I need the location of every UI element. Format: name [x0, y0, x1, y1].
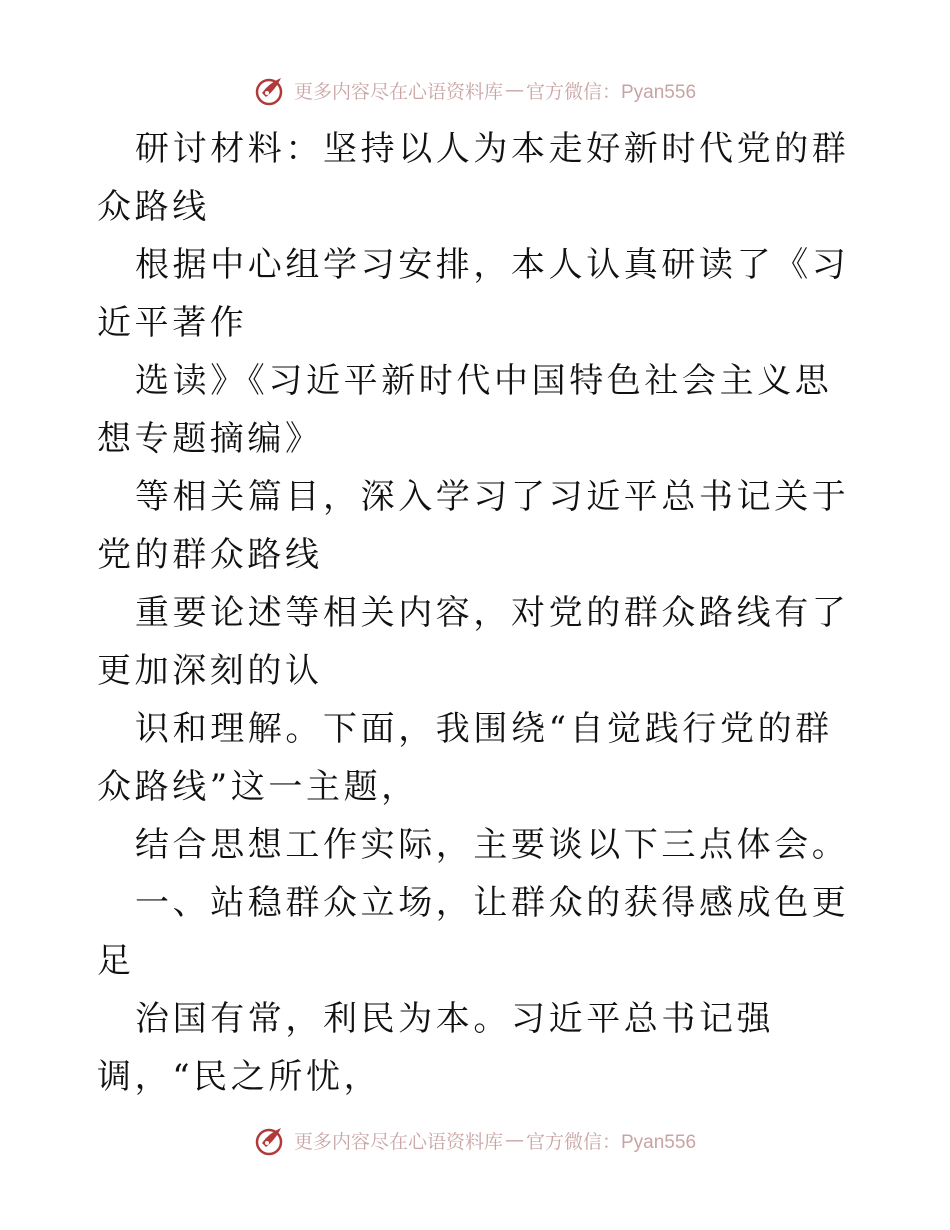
document-title: 研讨材料：坚持以人为本走好新时代党的群众路线	[97, 129, 850, 227]
paragraph: 治国有常，利民为本。习近平总书记强调，“民之所忧，	[97, 999, 775, 1097]
pen-nib-logo-icon	[254, 1123, 288, 1157]
paragraph: 等相关篇目，深入学习了习近平总书记关于党的群众路线	[97, 477, 850, 575]
paragraph: 识和理解。下面，我围绕“自觉践行党的群众路线”这一主题，	[97, 709, 833, 807]
banner-text: 更多内容尽在心语资料库	[293, 80, 503, 103]
header-banner	[0, 70, 950, 110]
banner-wechat: 官方微信：Pyan556	[526, 81, 697, 103]
banner-wechat: 官方微信：Pyan556	[526, 1131, 697, 1153]
banner-dash: —	[505, 1129, 524, 1151]
banner-dash: —	[505, 79, 524, 101]
pen-nib-logo-icon	[254, 73, 288, 107]
paragraph: 根据中心组学习安排，本人认真研读了《习近平著作	[97, 245, 850, 343]
paragraph: 结合思想工作实际，主要谈以下三点体会。	[135, 825, 850, 865]
paragraph: 选读》《习近平新时代中国特色社会主义思想专题摘编》	[97, 361, 833, 459]
section-heading: 一、站稳群众立场，让群众的获得感成色更足	[97, 883, 850, 981]
footer-banner	[0, 1120, 950, 1160]
document-body	[97, 120, 857, 1106]
banner-text: 更多内容尽在心语资料库	[293, 1130, 503, 1153]
paragraph: 重要论述等相关内容，对党的群众路线有了更加深刻的认	[97, 593, 850, 691]
